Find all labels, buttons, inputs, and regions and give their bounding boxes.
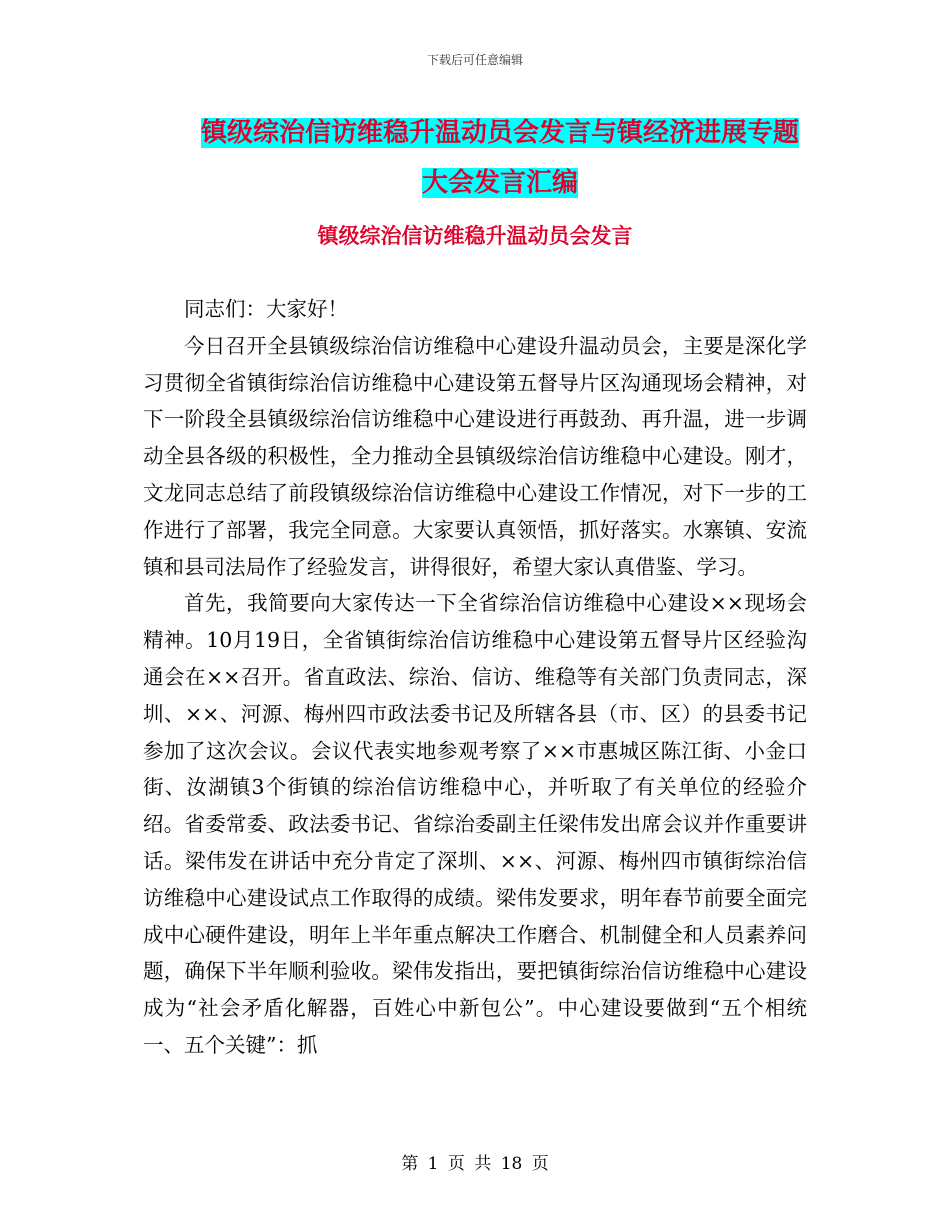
document-body (143, 291, 807, 1064)
document-title-line-1: 镇级综治信访维稳升温动员会发言与镇经济进展专题 (200, 118, 799, 148)
document-title-line-2: 大会发言汇编 (421, 168, 578, 198)
paragraph-greeting: 同志们：大家好！ (184, 297, 348, 321)
document-title (150, 108, 850, 208)
page-header-note: 下载后可任意编辑 (426, 53, 523, 67)
section-title: 镇级综治信访维稳升温动员会发言 (317, 224, 633, 248)
page-footer: 第 1 页 共 18 页 (401, 1154, 549, 1174)
paragraph-meeting-spirit: 首先，我简要向大家传达一下全省综治信访维稳中心建设××现场会精神。10月19日，全省镇街综治信访维稳中心建设第五督导片区经验沟通会在××召开。省直政法、综治、信访、维稳等有关部门负责同志，深圳、××、河源、梅州四市政法委书记及所辖各县（市、区）的县委书记参加了这次会议。会议代表实地参观考察了××市惠城区陈江街、小金口街、汝湖镇3个街镇的综治信访维稳中心，并听取了有关单位的经验介绍。省委常委、政法委书记、省综治委副主任梁伟发出席会议并作重要讲话。梁伟发在讲话中充分肯定了深圳、××、河源、梅州四市镇街综治信访维稳中心建设试点工作取得的成绩。梁伟发要求，明年春节前要全面完成中心硬件建设，明年上半年重点解决工作磨合、机制健全和人员素养问题，确保下半年顺利验收。梁伟发指出，要把镇街综治信访维稳中心建设成为“社会矛盾化解器，百姓心中新包公”。中心建设要做到“五个相统一、五个关键”：抓 (143, 591, 807, 1057)
paragraph-opening: 今日召开全县镇级综治信访维稳中心建设升温动员会，主要是深化学习贯彻全省镇街综治信访维稳中心建设第五督导片区沟通现场会精神，对下一阶段全县镇级综治信访维稳中心建设进行再鼓劲、再升温，进一步调动全县各级的积极性，全力推动全县镇级综治信访维稳中心建设。刚才，文龙同志总结了前段镇级综治信访维稳中心建设工作情况，对下一步的工作进行了部署，我完全同意。大家要认真领悟，抓好落实。水寨镇、安流镇和县司法局作了经验发言，讲得很好，希望大家认真借鉴、学习。 (143, 333, 807, 579)
